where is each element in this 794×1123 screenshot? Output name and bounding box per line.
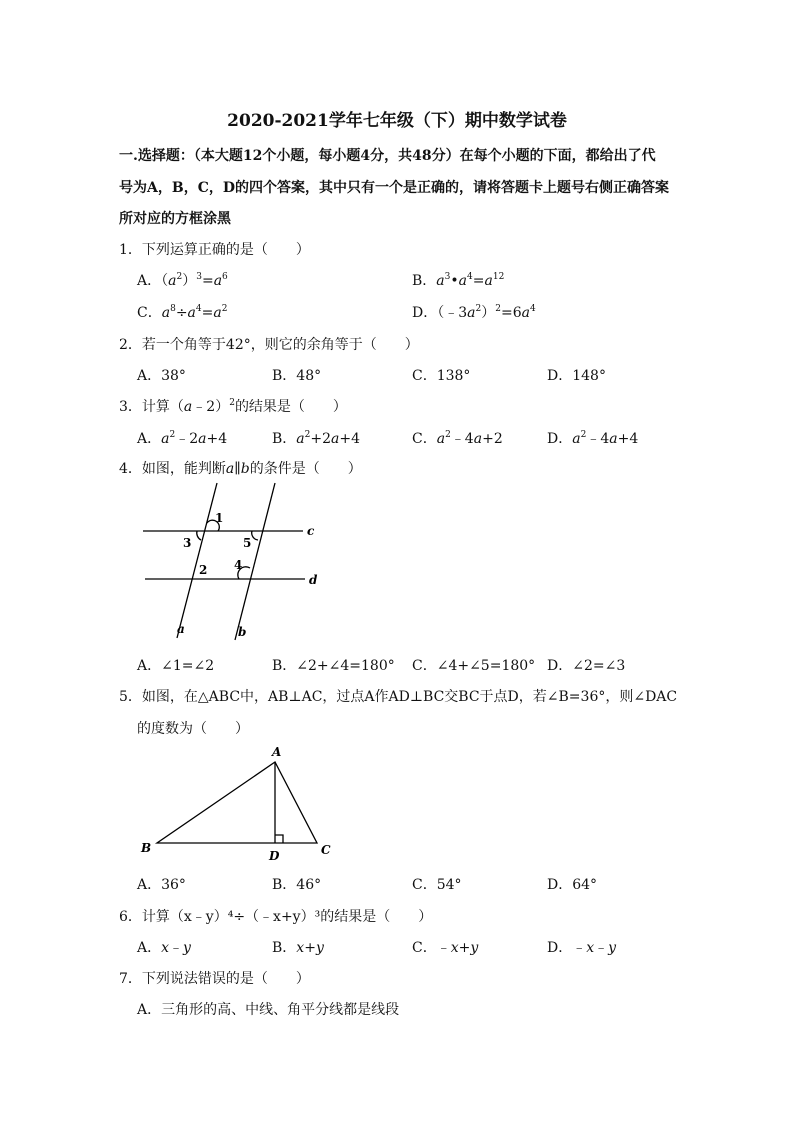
section-instructions-line-1: 一.选择题：（本大题12个小题，每小题4分，共48分）在每个小题的下面，都给出了代 <box>119 148 656 164</box>
label-2: 2 <box>199 563 208 577</box>
question-5-option-c: C．54° <box>412 877 462 893</box>
question-4-option-c: C．∠4+∠5=180° <box>412 658 536 674</box>
question-2-stem: 2．若一个角等于42°，则它的余角等于（ ） <box>119 337 419 353</box>
question-5-stem-line-2: 的度数为（ ） <box>137 721 249 737</box>
angle-5-arc <box>252 531 258 540</box>
question-7-option-a: A．三角形的高、中线、角平分线都是线段 <box>137 1002 400 1018</box>
question-1-option-a: A．$(a^2)^3=a^6$ <box>137 272 228 289</box>
question-3-option-a: A．$a^2﹣2a+4$ <box>137 430 228 447</box>
question-2-option-a: A．38° <box>137 368 186 384</box>
label-5: 5 <box>243 536 252 550</box>
question-5-option-d: D．64° <box>547 877 598 893</box>
label-4: 4 <box>234 558 243 572</box>
question-3-option-b: B．$a^2+2a+4$ <box>272 430 361 447</box>
question-6-stem: 6．计算（x﹣y）⁴÷（﹣x+y）³的结果是（ ） <box>119 909 433 925</box>
question-2-option-d: D．148° <box>547 368 606 384</box>
label-B: B <box>141 841 152 855</box>
question-5-option-a: A．36° <box>137 877 186 893</box>
triangle-abc <box>157 762 317 843</box>
question-6-option-b: B．x+y <box>272 940 324 956</box>
question-1-option-c: C．$a^8\div a^4=a^2$ <box>137 304 228 321</box>
question-3-option-d: D．$a^2﹣4a+4$ <box>547 430 639 447</box>
question-2-option-c: C．138° <box>412 368 471 384</box>
label-b: b <box>238 625 247 639</box>
angle-3-arc <box>197 531 201 540</box>
question-1-option-b: B．$a^3•a^4=a^{12}$ <box>412 272 505 289</box>
question-6-option-a: A．x﹣y <box>137 940 191 956</box>
question-6-option-d: D．﹣x﹣y <box>547 940 617 956</box>
question-4-stem: 4．如图，能判断a∥b的条件是（ ） <box>119 461 362 477</box>
label-c: c <box>307 524 315 538</box>
question-3-stem: 3．计算（a﹣2）$^2$的结果是（ ） <box>119 398 347 415</box>
question-5-stem-line-1: 5．如图，在△ABC中，AB⊥AC，过点A作AD⊥BC交BC于点D，若∠B=36°，则∠DAC <box>119 689 678 705</box>
question-4-option-d: D．∠2=∠3 <box>547 658 626 674</box>
page-title: 2020-2021学年七年级（下）期中数学试卷 <box>227 111 567 131</box>
question-5-figure <box>135 742 345 867</box>
question-4-figure <box>135 478 335 648</box>
label-D: D <box>269 849 280 863</box>
question-6-option-c: C．﹣x+y <box>412 940 479 956</box>
right-angle-mark <box>275 835 283 843</box>
label-1: 1 <box>215 511 224 525</box>
question-1-stem: 1．下列运算正确的是（ ） <box>119 242 310 258</box>
question-5-option-b: B．46° <box>272 877 322 893</box>
question-4-option-a: A．∠1=∠2 <box>137 658 215 674</box>
label-A: A <box>272 745 282 759</box>
section-instructions-line-2: 号为A，B，C，D的四个答案，其中只有一个是正确的，请将答题卡上题号右侧正确答案 <box>119 180 669 196</box>
label-3: 3 <box>183 536 192 550</box>
label-d: d <box>309 573 318 587</box>
line-a <box>177 483 217 638</box>
question-7-stem: 7．下列说法错误的是（ ） <box>119 971 310 987</box>
question-4-option-b: B．∠2+∠4=180° <box>272 658 395 674</box>
question-1-option-d: D．$(﹣3a^2)^2=6a^4$ <box>412 304 536 321</box>
question-2-option-b: B．48° <box>272 368 322 384</box>
question-3-option-c: C．$a^2﹣4a+2$ <box>412 430 503 447</box>
label-C: C <box>321 843 331 857</box>
section-instructions-line-3: 所对应的方框涂黑 <box>119 211 231 227</box>
label-a: a <box>177 622 185 636</box>
